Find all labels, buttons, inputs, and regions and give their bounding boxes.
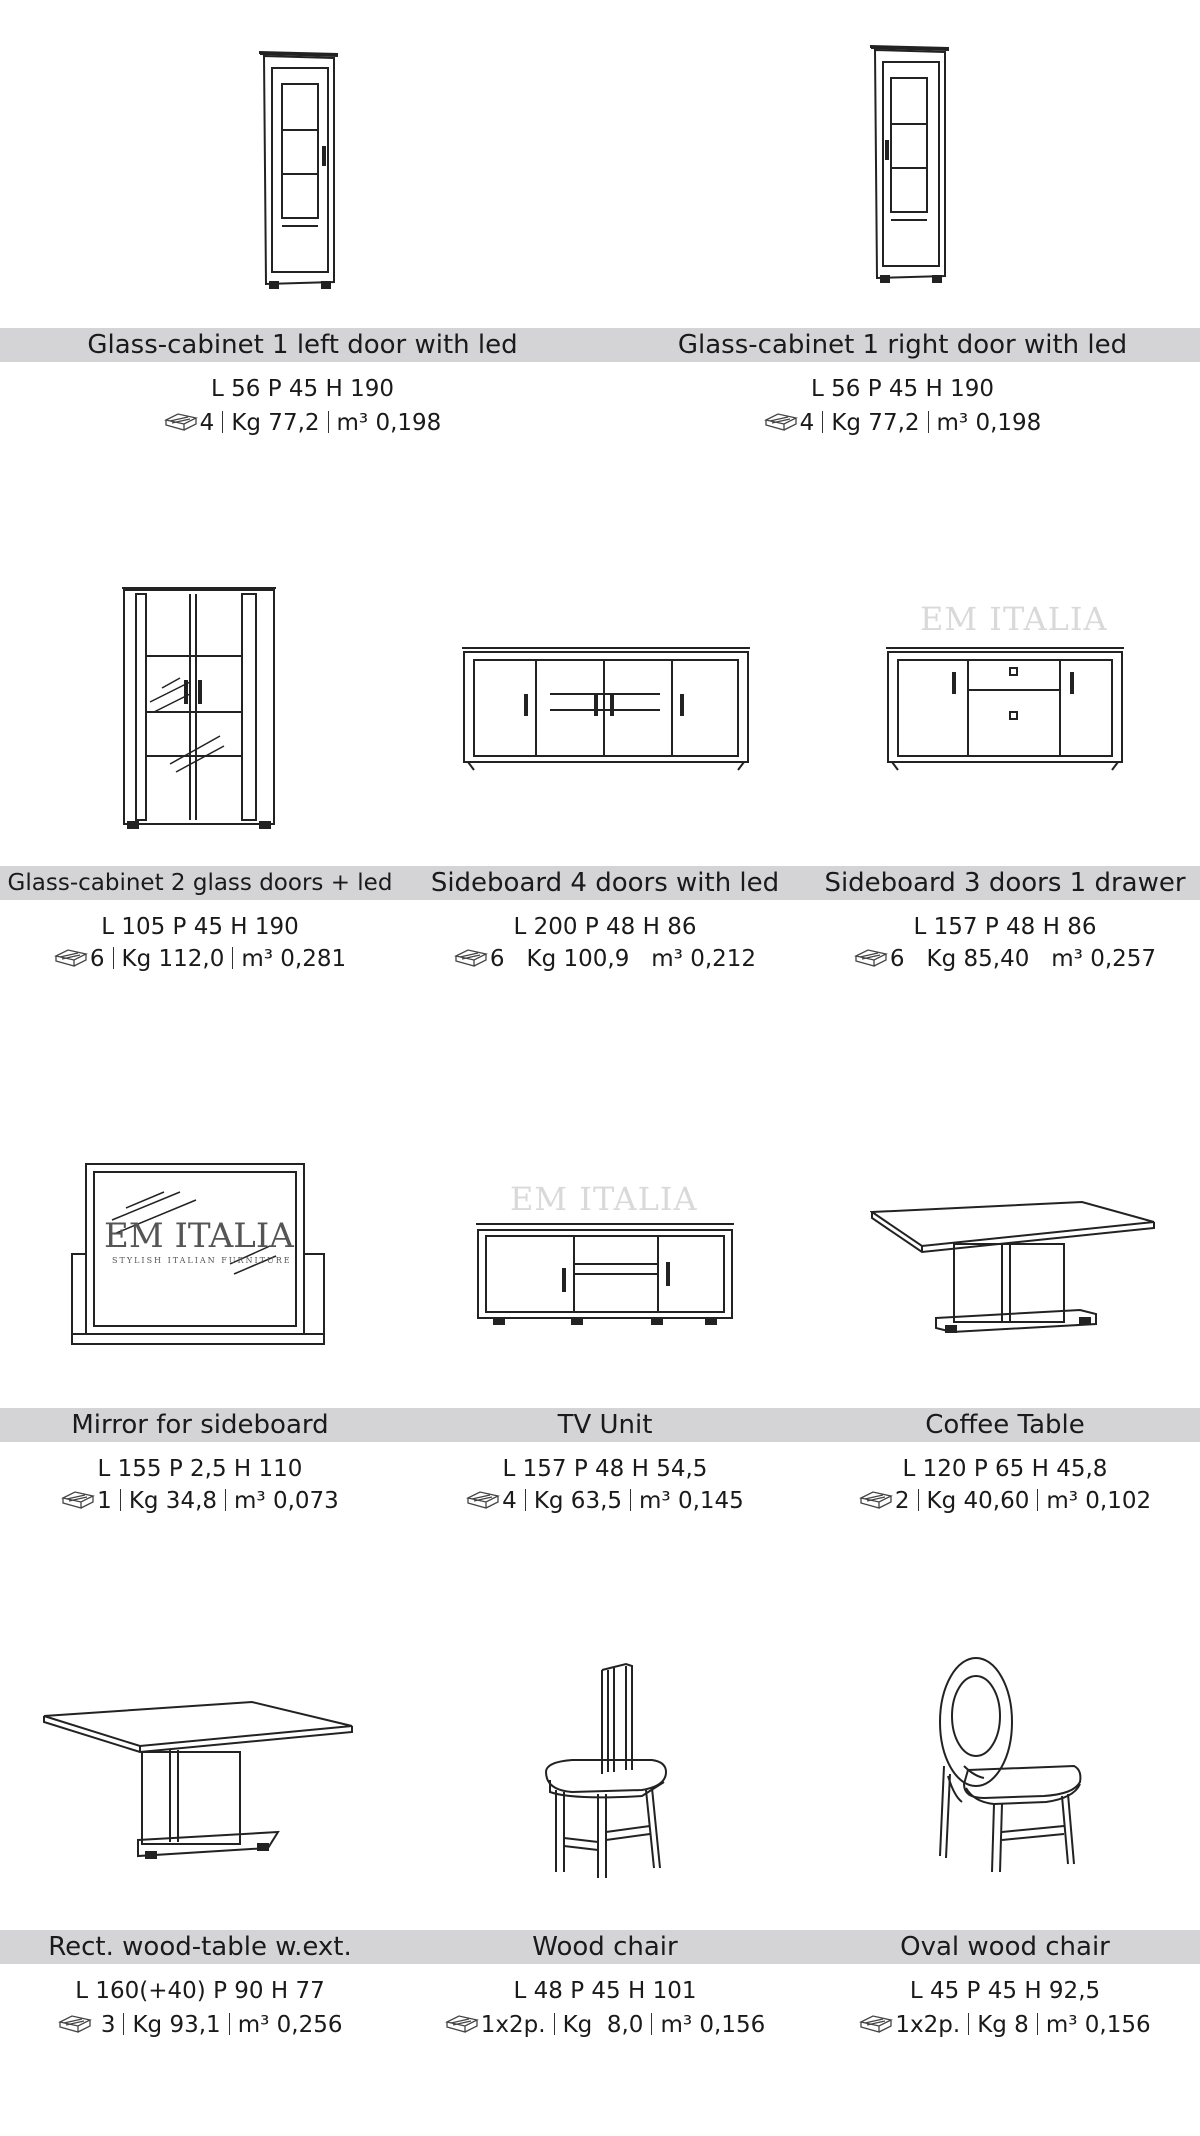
divider — [525, 1489, 526, 1511]
product-title: Glass-cabinet 1 right door with led — [677, 330, 1128, 360]
glass-cabinet-two-doors-drawing — [120, 586, 278, 832]
divider — [222, 411, 223, 433]
weight: Kg 77,2 — [231, 410, 320, 436]
divider — [554, 2013, 555, 2035]
divider — [123, 2013, 124, 2035]
product-specs — [810, 2012, 1200, 2038]
product-dimensions: L 157 P 48 H 86 — [913, 914, 1097, 940]
volume: m³ 0,156 — [660, 2012, 766, 2038]
weight: Kg 8 — [977, 2012, 1029, 2038]
product-card — [810, 1630, 1200, 2060]
package-count: 3 — [100, 2012, 116, 2038]
weight: Kg 34,8 — [128, 1488, 218, 1514]
product-specs — [0, 2012, 400, 2038]
weight: Kg 93,1 — [132, 2012, 221, 2038]
product-card — [400, 1630, 810, 2060]
package-icon — [859, 2014, 893, 2034]
product-specs — [400, 946, 810, 972]
package-count: 4 — [199, 410, 215, 436]
package-count: 2 — [894, 1488, 910, 1514]
product-dimensions: L 157 P 48 H 54,5 — [502, 1456, 708, 1482]
product-card — [400, 1100, 810, 1520]
volume: m³ 0,198 — [336, 410, 442, 436]
divider — [822, 411, 823, 433]
volume: m³ 0,257 — [1051, 946, 1157, 972]
product-title: Oval wood chair — [900, 1932, 1110, 1962]
product-specs — [0, 946, 400, 972]
product-title: Wood chair — [532, 1932, 678, 1962]
divider — [1037, 2013, 1038, 2035]
product-dimensions: L 48 P 45 H 101 — [513, 1978, 697, 2004]
sideboard-4-doors-drawing — [460, 644, 752, 774]
product-card — [605, 0, 1200, 460]
weight: Kg 112,0 — [121, 946, 225, 972]
product-specs — [810, 1488, 1200, 1514]
weight: Kg 63,5 — [533, 1488, 623, 1514]
package-count: 4 — [799, 410, 815, 436]
product-card — [0, 1100, 400, 1520]
weight: Kg 77,2 — [831, 410, 920, 436]
sideboard-3-doors-drawing — [884, 644, 1126, 774]
product-dimensions: L 120 P 65 H 45,8 — [902, 1456, 1108, 1482]
package-count: 1 — [97, 1488, 112, 1514]
product-title: Coffee Table — [925, 1410, 1085, 1440]
product-card — [400, 560, 810, 1000]
divider — [1037, 1489, 1038, 1511]
divider — [630, 1489, 631, 1511]
divider — [328, 411, 329, 433]
product-dimensions: L 56 P 45 H 190 — [811, 376, 994, 402]
tv-unit-drawing — [474, 1218, 736, 1330]
product-title: Rect. wood-table w.ext. — [48, 1932, 352, 1962]
volume: m³ 0,256 — [237, 2012, 343, 2038]
glass-cabinet-right-door-drawing — [869, 44, 951, 284]
glass-cabinet-left-door-drawing — [258, 50, 340, 290]
product-dimensions: L 200 P 48 H 86 — [513, 914, 697, 940]
package-icon — [454, 948, 488, 968]
product-card — [810, 1100, 1200, 1520]
package-icon — [445, 2014, 479, 2034]
divider — [968, 2013, 969, 2035]
product-dimensions: L 160(+40) P 90 H 77 — [75, 1978, 325, 2004]
product-dimensions: L 155 P 2,5 H 110 — [97, 1456, 303, 1482]
watermark-tagline: STYLISH ITALIAN FURNITURE — [112, 1256, 292, 1265]
volume: m³ 0,156 — [1045, 2012, 1151, 2038]
divider — [113, 947, 114, 969]
product-dimensions: L 45 P 45 H 92,5 — [909, 1978, 1101, 2004]
product-card — [0, 0, 605, 460]
product-specs — [0, 410, 605, 436]
product-title: Glass-cabinet 1 left door with led — [87, 330, 518, 360]
package-count: 6 — [889, 946, 905, 972]
product-specs — [400, 1488, 810, 1514]
divider — [225, 1489, 226, 1511]
package-icon — [164, 412, 198, 432]
wood-chair-drawing — [542, 1662, 670, 1880]
divider — [928, 411, 929, 433]
volume: m³ 0,073 — [234, 1488, 339, 1514]
oval-wood-chair-drawing — [934, 1656, 1084, 1878]
product-title: Mirror for sideboard — [71, 1410, 329, 1440]
product-specs — [400, 2012, 810, 2038]
package-icon — [854, 948, 888, 968]
volume: m³ 0,212 — [651, 946, 757, 972]
package-count: 1x2p. — [480, 2012, 546, 2038]
volume: m³ 0,281 — [241, 946, 347, 972]
package-icon — [61, 1490, 95, 1510]
package-icon — [54, 948, 88, 968]
product-dimensions: L 56 P 45 H 190 — [211, 376, 394, 402]
watermark-brand: EM ITALIA — [510, 1180, 698, 1218]
divider — [120, 1489, 121, 1511]
package-count: 6 — [89, 946, 105, 972]
product-title: Sideboard 4 doors with led — [430, 868, 780, 898]
product-card — [0, 560, 400, 1000]
product-specs — [605, 410, 1200, 436]
divider — [918, 1489, 919, 1511]
package-icon — [58, 2014, 92, 2034]
watermark-brand: EM ITALIA — [104, 1216, 294, 1256]
divider — [229, 2013, 230, 2035]
product-title: Sideboard 3 doors 1 drawer — [824, 868, 1186, 898]
product-specs — [0, 1488, 400, 1514]
product-title: Glass-cabinet 2 glass doors + led — [7, 870, 393, 896]
package-count: 4 — [502, 1488, 517, 1514]
weight: Kg 40,60 — [926, 1488, 1030, 1514]
weight: Kg 100,9 — [526, 946, 630, 972]
weight: Kg 85,40 — [926, 946, 1030, 972]
volume: m³ 0,102 — [1046, 1488, 1152, 1514]
weight: Kg 8,0 — [562, 2012, 644, 2038]
volume: m³ 0,145 — [639, 1488, 744, 1514]
package-icon — [466, 1490, 500, 1510]
package-icon — [859, 1490, 893, 1510]
coffee-table-drawing — [870, 1200, 1156, 1334]
product-card — [0, 1630, 400, 2060]
product-title: TV Unit — [557, 1410, 653, 1440]
product-card — [810, 560, 1200, 1000]
package-count: 6 — [489, 946, 505, 972]
volume: m³ 0,198 — [936, 410, 1042, 436]
product-specs — [810, 946, 1200, 972]
divider — [232, 947, 233, 969]
package-count: 1x2p. — [895, 2012, 961, 2038]
package-icon — [764, 412, 798, 432]
dining-table-drawing — [42, 1700, 354, 1860]
product-dimensions: L 105 P 45 H 190 — [101, 914, 299, 940]
watermark-brand: EM ITALIA — [920, 600, 1108, 638]
divider — [651, 2013, 652, 2035]
